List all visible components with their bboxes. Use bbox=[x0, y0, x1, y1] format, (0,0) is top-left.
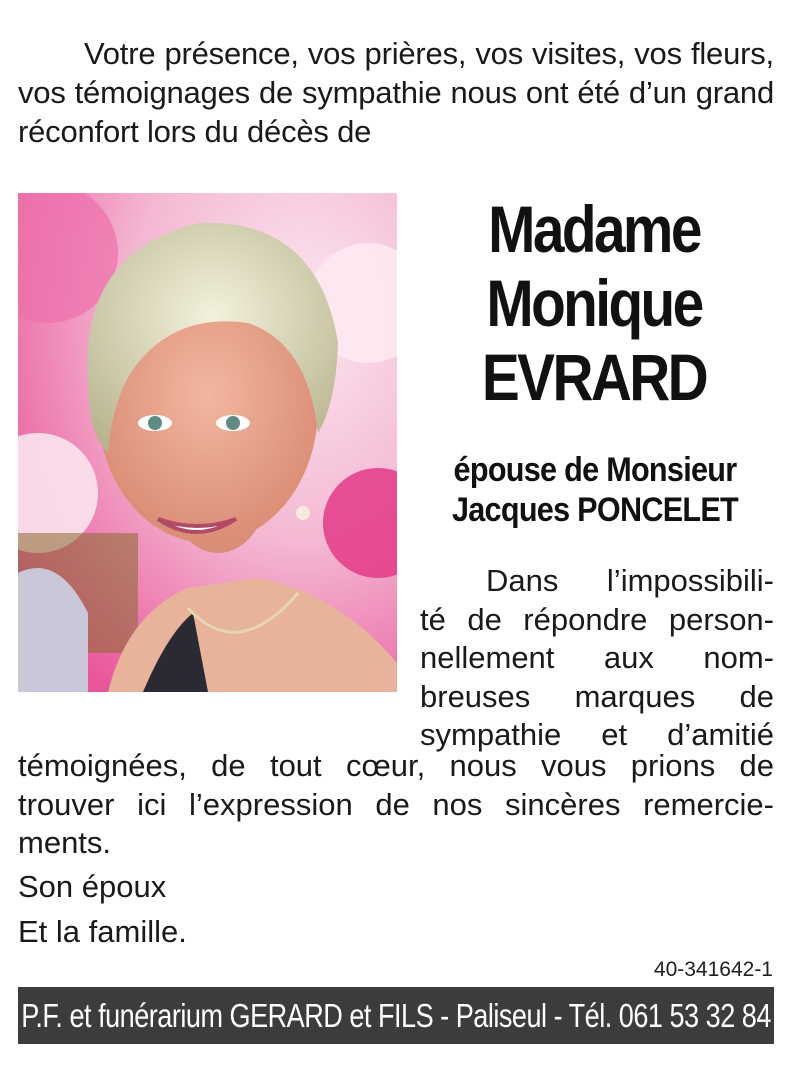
funeral-home-footer bbox=[18, 987, 774, 1044]
message-line: nellement aux nom- bbox=[420, 640, 774, 675]
intro-text bbox=[18, 34, 774, 151]
message-line: Dans l’impossibili- bbox=[486, 563, 774, 598]
deceased-title: Madame bbox=[488, 192, 700, 266]
intro-line: été d’un grand réconfort lors du décès de bbox=[18, 75, 775, 149]
deceased-first-name: Monique bbox=[486, 266, 702, 340]
message-line: breuses marques de bbox=[420, 678, 774, 714]
funeral-home-text: P.F. et funérarium GERARD et FILS - Paliseul - Tél. 061 53 32 84 bbox=[21, 996, 771, 1034]
spouse-mention bbox=[412, 450, 778, 530]
spouse-name: Jacques PONCELET bbox=[451, 491, 739, 529]
deceased-portrait-photo bbox=[18, 193, 397, 692]
spouse-line: épouse de Monsieur bbox=[453, 451, 737, 489]
message-line: trouver ici l’expression de nos sincères remercie- bbox=[18, 786, 774, 822]
deceased-last-name: EVRARD bbox=[481, 340, 707, 414]
thanks-message-full bbox=[18, 747, 774, 863]
message-line: témoignées, de tout cœur, nous vous prions de bbox=[18, 748, 774, 783]
message-line: té de répondre person- bbox=[420, 601, 774, 637]
signature-family: Et la famille. bbox=[18, 914, 187, 949]
message-line: ments. bbox=[18, 825, 112, 860]
intro-line: fleurs, vos témoignages de sympathie nous ont bbox=[18, 36, 774, 110]
signature-spouse: Son époux bbox=[18, 869, 167, 904]
deceased-name bbox=[410, 192, 778, 414]
intro-paragraph bbox=[18, 34, 774, 151]
reference-number: 40-341642-1 bbox=[653, 958, 773, 981]
thanks-message-side bbox=[420, 562, 774, 755]
message-line: sympathie et d’amitié bbox=[420, 717, 774, 752]
intro-line: Votre présence, vos prières, vos visites, vos bbox=[84, 36, 682, 71]
